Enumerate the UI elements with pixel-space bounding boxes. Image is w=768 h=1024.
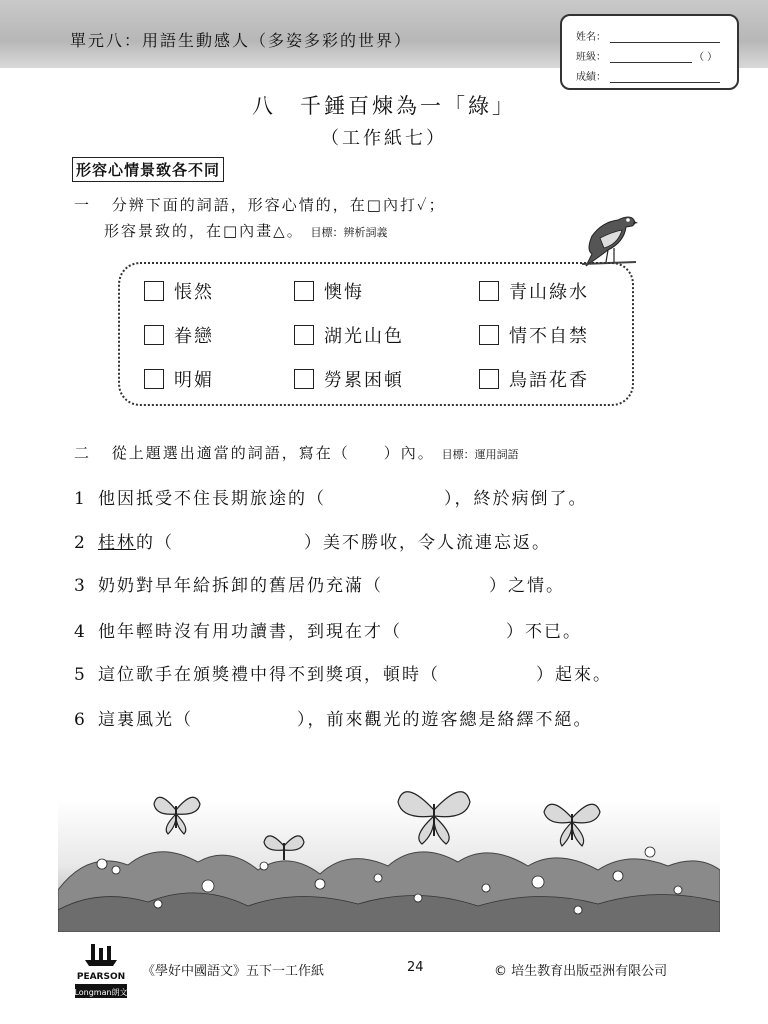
question1-objective: 目標：辨析詞義 — [310, 226, 388, 239]
word-label: 勞累困頓 — [324, 370, 404, 391]
question2-objective: 目標：運用詞語 — [441, 448, 519, 461]
sentence-text-before: 這裏風光（ — [98, 710, 193, 730]
word-label: 眷戀 — [174, 326, 214, 347]
sentence-1 — [74, 484, 588, 509]
sentence-6 — [74, 705, 593, 730]
question1-number: 一 — [74, 196, 92, 214]
sentence-number: 5 — [74, 665, 87, 685]
checkbox[interactable] — [144, 325, 164, 345]
checkbox[interactable] — [294, 369, 314, 389]
sentence-number: 4 — [74, 622, 87, 642]
question1-instruction-2: 形容景致的，在□內畫△。 — [104, 222, 304, 240]
copyright: © 培生教育出版亞洲有限公司 — [494, 964, 668, 979]
name-label: 姓名： — [576, 32, 606, 43]
question2-instruction: 從上題選出適當的詞語，寫在（ ）內。 — [111, 444, 435, 462]
question2-number: 二 — [74, 444, 92, 462]
word-item — [294, 366, 404, 392]
name-row — [576, 28, 720, 43]
longman-text: Longman朗文 — [74, 988, 128, 997]
sentence-text-after: ），終於病倒了。 — [444, 489, 588, 509]
lesson-subtitle: （工作紙七） — [321, 128, 447, 149]
butterfly-garden-illustration — [58, 770, 720, 932]
sentence-text-after: ）美不勝收，令人流連忘返。 — [304, 533, 551, 553]
checkbox[interactable] — [294, 281, 314, 301]
checkbox[interactable] — [144, 369, 164, 389]
lesson-title: 八 千錘百煉為一「綠」 — [252, 94, 516, 118]
word-choices-box — [118, 262, 634, 406]
word-label: 情不自禁 — [509, 326, 589, 347]
sentence-3 — [74, 571, 565, 596]
question1-instruction-1: 分辨下面的詞語，形容心情的，在□內打✓； — [111, 196, 446, 214]
word-item — [479, 366, 589, 392]
sentence-text-after: ）之情。 — [489, 576, 565, 596]
word-item — [294, 278, 364, 304]
pearson-text: PEARSON — [76, 972, 126, 982]
class-label: 班級： — [576, 52, 606, 63]
book-title: 《學好中國語文》五下一工作紙 — [142, 964, 325, 979]
question1-line1 — [74, 194, 446, 215]
sentence-2 — [74, 528, 551, 553]
question2-heading — [74, 442, 519, 463]
word-item — [144, 278, 214, 304]
word-label: 悵然 — [174, 282, 214, 303]
grade-field[interactable] — [610, 72, 720, 83]
sentence-text-after: ）起來。 — [536, 665, 612, 685]
word-label: 明媚 — [174, 370, 214, 391]
word-item — [144, 322, 214, 348]
sentence-5 — [74, 660, 612, 685]
sentence-text-before: 他因抵受不住長期旅途的（ — [98, 489, 326, 509]
pearson-logo — [73, 942, 129, 1000]
sentence-text-before: 的（ — [136, 533, 174, 553]
word-item — [479, 322, 589, 348]
sentence-4 — [74, 617, 582, 642]
section-heading: 形容心情景致各不同 — [72, 157, 224, 182]
word-label: 湖光山色 — [324, 326, 404, 347]
checkbox[interactable] — [479, 325, 499, 345]
page-number: 24 — [407, 960, 424, 975]
word-label: 懊悔 — [324, 282, 364, 303]
sentence-number: 2 — [74, 533, 87, 553]
sentence-text-after: ）不已。 — [506, 622, 582, 642]
sentence-text-before: 這位歌手在頒獎禮中得不到獎項，頓時（ — [98, 665, 440, 685]
grade-row — [576, 68, 720, 83]
word-item — [479, 278, 589, 304]
checkbox[interactable] — [479, 369, 499, 389]
student-info-card — [560, 14, 739, 90]
class-field[interactable] — [610, 52, 692, 63]
place-name: 桂林 — [98, 533, 136, 553]
class-number-paren[interactable]: （ ） — [694, 52, 718, 63]
word-label: 鳥語花香 — [509, 370, 589, 391]
checkbox[interactable] — [479, 281, 499, 301]
checkbox[interactable] — [294, 325, 314, 345]
question1-line2 — [104, 220, 388, 241]
sentence-number: 1 — [74, 489, 87, 509]
grade-label: 成績： — [576, 72, 606, 83]
unit-title: 單元八：用語生動感人（多姿多彩的世界） — [70, 31, 413, 50]
sentence-number: 6 — [74, 710, 87, 730]
name-field[interactable] — [610, 32, 720, 43]
word-item — [144, 366, 214, 392]
checkbox[interactable] — [144, 281, 164, 301]
class-row — [576, 48, 717, 63]
sentence-text-before: 他年輕時沒有用功讀書，到現在才（ — [98, 622, 402, 642]
sentence-text-before: 奶奶對早年給拆卸的舊居仍充滿（ — [98, 576, 383, 596]
word-label: 青山綠水 — [509, 282, 589, 303]
word-item — [294, 322, 404, 348]
sentence-number: 3 — [74, 576, 87, 596]
sentence-text-after: ），前來觀光的遊客總是絡繹不絕。 — [297, 710, 593, 730]
